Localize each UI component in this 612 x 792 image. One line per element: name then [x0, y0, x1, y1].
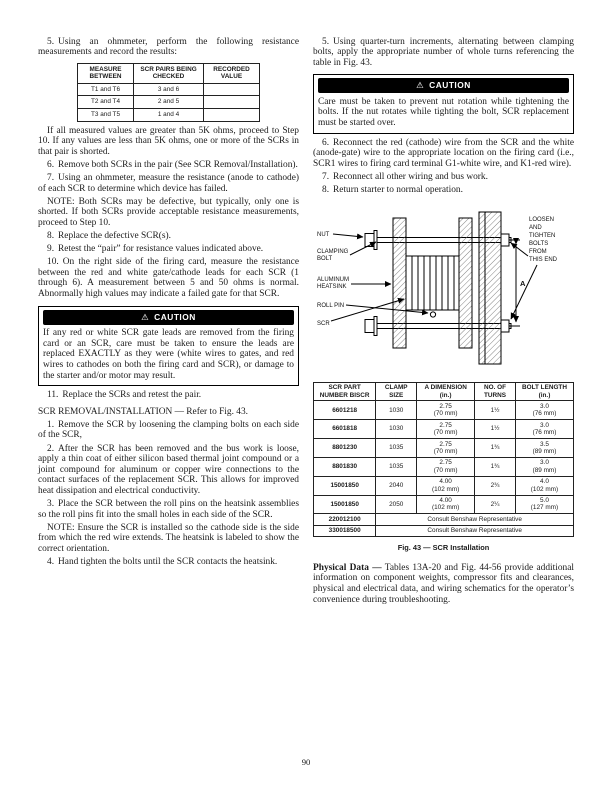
washer-top — [374, 230, 377, 249]
clamping-bolt-label-1: CLAMPING — [317, 248, 349, 255]
table-row — [78, 96, 260, 109]
table-row — [314, 495, 574, 514]
step-number: 6. — [322, 137, 330, 148]
part-number-cell: 15001850 — [314, 495, 376, 514]
table-row — [314, 514, 574, 525]
step-number: 8. — [47, 231, 55, 241]
column-header: NO. OF TURNS — [475, 382, 516, 401]
clamp-size-cell: 1030 — [376, 420, 417, 439]
heatsink-plate-right — [459, 218, 472, 348]
bolt-length-cell: 3.0 (76 mm) — [515, 420, 573, 439]
step-number: 7. — [47, 173, 55, 184]
step-number: 2. — [47, 443, 55, 454]
step-item-7 — [38, 173, 299, 194]
turns-cell: 1½ — [475, 420, 516, 439]
table-row — [314, 476, 574, 495]
step-text: Using quarter-turn increments, alternating between clamping bolts, apply the appropriate number of whole turns referencing the table in Fig. 43. — [313, 36, 574, 68]
table-cell — [204, 83, 260, 96]
aluminum-heatsink-label-2: HEATSINK — [317, 283, 347, 290]
turns-cell: 1¾ — [475, 439, 516, 458]
caution-box-gate-leads — [38, 306, 299, 387]
bolt-head-top — [501, 234, 509, 246]
step-text: Remove both SCRs in the pair (See SCR Removal/Installation). — [58, 159, 298, 170]
step-number: 5. — [47, 36, 55, 47]
washer-bottom — [374, 316, 377, 335]
consult-note-cell: Consult Benshaw Representative — [376, 514, 574, 525]
clamp-size-cell: 2040 — [376, 476, 417, 495]
scr-installation-table — [313, 382, 574, 538]
part-number-cell: 330018500 — [314, 525, 376, 536]
nut-top — [365, 233, 374, 246]
table-cell: 3 and 6 — [134, 83, 204, 96]
step-item-10 — [38, 257, 299, 299]
step-item-11 — [38, 390, 299, 401]
a-dimension-cell: 2.75 (70 mm) — [417, 457, 475, 476]
nut-bottom — [365, 319, 374, 332]
table-cell: 1 and 4 — [134, 109, 204, 122]
loosen-label-line6: THIS END — [529, 256, 558, 263]
part-number-cell: 6601818 — [314, 420, 376, 439]
a-dimension-cell: 2.75 (70 mm) — [417, 420, 475, 439]
a-dimension-cell: 2.75 (70 mm) — [417, 401, 475, 420]
step-number: 3. — [47, 498, 55, 509]
note-paragraph: NOTE: Both SCRs may be defective, but typically, only one is shorted. If both SCRs provide acceptable resistance measurements, proceed to Step 10. — [38, 196, 299, 228]
a-dimension-cell: 4.00 (102 mm) — [417, 476, 475, 495]
roll-pin-label: ROLL PIN — [317, 302, 345, 309]
step-item-9 — [38, 244, 299, 255]
step-number: 6. — [47, 159, 55, 170]
caution-box-nut-rotation — [313, 74, 574, 133]
table-header-row — [314, 382, 574, 401]
bolt-length-cell: 3.0 (89 mm) — [515, 457, 573, 476]
consult-note-cell: Consult Benshaw Representative — [376, 525, 574, 536]
table-cell: T3 and T5 — [78, 109, 134, 122]
clamp-size-cell: 1035 — [376, 457, 417, 476]
step-number: 11. — [47, 390, 59, 401]
clamp-size-cell: 1030 — [376, 401, 417, 420]
column-header: SCR PAIRS BEING CHECKED — [134, 63, 204, 83]
step-text: Remove the SCR by loosening the clamping bolts on each side of the SCR, — [38, 419, 299, 441]
step-number: 8. — [322, 185, 330, 196]
step-item-8 — [38, 231, 299, 242]
two-column-layout — [38, 34, 574, 605]
aluminum-heatsink-label-1: ALUMINUM — [317, 276, 350, 283]
loosen-label-line2: AND — [529, 224, 542, 231]
step-item-6 — [38, 160, 299, 171]
step-text: Using an ohmmeter, perform the following resistance measurements and record the results: — [38, 36, 299, 58]
column-header: SCR PART NUMBER BISCR — [314, 382, 376, 401]
install-step-2 — [38, 444, 299, 497]
scr-installation-diagram — [313, 204, 574, 376]
turns-cell: 2¼ — [475, 495, 516, 514]
bolt-length-cell: 4.0 (102 mm) — [515, 476, 573, 495]
caution-header — [43, 310, 294, 325]
paragraph: If all measured values are greater than 5K ohms, proceed to Step 10. If any values are less than 5K ohms, one or more of the SCRs in that pair is shorted. — [38, 125, 299, 157]
column-header: MEASURE BETWEEN — [78, 63, 134, 83]
install-step-4 — [38, 557, 299, 568]
left-column — [38, 34, 299, 605]
nut-label: NUT — [317, 231, 330, 238]
table-cell — [204, 96, 260, 109]
clamp-size-cell: 1035 — [376, 439, 417, 458]
physical-data-body: Tables 13A-20 and Fig. 44-56 provide additional information on component weights, compressor fits and clearances, physical and electrical data, and wiring schematics for the operator’s convenience during troubleshooting. — [313, 562, 574, 605]
table-row — [78, 83, 260, 96]
column-header: RECORDED VALUE — [204, 63, 260, 83]
table-header-row — [78, 63, 260, 83]
step-text: Reconnect all other wiring and bus work. — [333, 171, 488, 182]
right-column — [313, 34, 574, 605]
table-row — [314, 525, 574, 536]
a-dimension-cell: 2.75 (70 mm) — [417, 439, 475, 458]
step-number: 7. — [322, 171, 330, 182]
part-number-cell: 8801230 — [314, 439, 376, 458]
table-cell: T2 and T4 — [78, 96, 134, 109]
install-step-3 — [38, 499, 299, 520]
table-cell: T1 and T6 — [78, 83, 134, 96]
step-item-5r — [313, 37, 574, 69]
step-item-5 — [38, 37, 299, 58]
loosen-label-line3: TIGHTEN — [529, 232, 556, 239]
column-header: BOLT LENGTH (in.) — [515, 382, 573, 401]
bolt-length-cell: 5.0 (127 mm) — [515, 495, 573, 514]
caution-body: If any red or white SCR gate leads are removed from the firing card or an SCR, care must be taken to ensure the leads are replaced EXACTLY as they were (white wires to gates, and red wires to cathodes on both the firing card and SCR), or damage to the starter and/or motor may result. — [43, 328, 294, 381]
table-row — [314, 439, 574, 458]
step-text: Replace the defective SCR(s). — [58, 231, 172, 241]
caution-title: CAUTION — [429, 80, 471, 91]
bolt-head-bottom — [501, 320, 509, 332]
step-text: On the right side of the firing card, measure the resistance between the red and white gate/cathode leads for each SCR (1 through 6). A measurement between 5 and 50 ohms is normal. Abnormally high values may indicate a failed gate for that SCR. — [38, 257, 299, 299]
table-row — [314, 401, 574, 420]
column-header: CLAMP SIZE — [376, 382, 417, 401]
loosen-label-line4: BOLTS — [529, 240, 549, 247]
physical-data-lead: Physical Data — — [313, 562, 382, 573]
loosen-label-line5: FROM — [529, 248, 547, 255]
turns-cell: 1¾ — [475, 457, 516, 476]
figure-caption: Fig. 43 — SCR Installation — [397, 543, 490, 553]
step-number: 10. — [47, 257, 59, 268]
section-heading: SCR REMOVAL/INSTALLATION — Refer to Fig. 43. — [38, 406, 249, 417]
step-text: Place the SCR between the roll pins on the heatsink assemblies so the roll pins fit into the small holes in each side of the SCR. — [38, 498, 299, 520]
page-number: 90 — [301, 757, 311, 768]
bolt-length-cell: 3.0 (76 mm) — [515, 401, 573, 420]
loosen-label-line1: LOOSEN — [529, 216, 555, 223]
part-number-cell: 6601218 — [314, 401, 376, 420]
clamping-bolt-label-2: BOLT — [317, 255, 333, 262]
step-text: Retest the “pair” for resistance values indicated above. — [58, 244, 264, 255]
step-text: Reconnect the red (cathode) wire from the SCR and the white (anode-gate) wire to the appropriate location on the firing card (i.e., SCR1 wires to firing card terminal G1-white wire, and K1-red wire). — [313, 137, 574, 169]
a-dimension-cell: 4.00 (102 mm) — [417, 495, 475, 514]
note-paragraph: NOTE: Ensure the SCR is installed so the cathode side is the side from which the red wire extends. The heatsink is labeled to show the correct orientation. — [38, 522, 299, 554]
step-item-8r — [313, 185, 574, 196]
column-header: A DIMENSION (in.) — [417, 382, 475, 401]
caution-body: Care must be taken to prevent nut rotation while tightening the bolts. If the nut rotates while tighting the bolt, SCR replacement must be started over. — [318, 96, 569, 129]
dimension-a-label: A — [520, 278, 526, 288]
step-item-7r — [313, 172, 574, 183]
table-row — [314, 457, 574, 476]
table-row — [314, 420, 574, 439]
install-step-1 — [38, 420, 299, 441]
clamp-size-cell: 2050 — [376, 495, 417, 514]
part-number-cell: 8801830 — [314, 457, 376, 476]
caution-header — [318, 78, 569, 93]
step-text: Replace the SCRs and retest the pair. — [62, 390, 202, 401]
part-number-cell: 15001850 — [314, 476, 376, 495]
scr-stack — [406, 256, 459, 310]
caution-title: CAUTION — [154, 311, 196, 322]
channel-bracket — [479, 212, 501, 364]
resistance-measurement-table — [77, 63, 260, 122]
step-text: After the SCR has been removed and the bus work is loose, apply a thin coat of either silicon based thermal joint compound or a joint compound for aluminum or copper wire connections to the contact surfaces of the replacement SCR. This allows for improved heat dissipation and electrical conductivity. — [38, 443, 299, 496]
bolt-length-cell: 3.5 (89 mm) — [515, 439, 573, 458]
table-row — [78, 109, 260, 122]
step-text: Return starter to normal operation. — [333, 185, 463, 196]
step-number: 1. — [47, 419, 55, 430]
step-number: 4. — [47, 556, 55, 567]
step-item-6r — [313, 138, 574, 170]
table-cell: 2 and 5 — [134, 96, 204, 109]
turns-cell: 2¾ — [475, 476, 516, 495]
part-number-cell: 220012100 — [314, 514, 376, 525]
step-text: Hand tighten the bolts until the SCR contacts the heatsink. — [58, 556, 278, 567]
step-text: Using an ohmmeter, measure the resistance (anode to cathode) of each SCR to determine which device has failed. — [38, 173, 299, 194]
step-number: 9. — [47, 244, 55, 255]
step-number: 5. — [322, 36, 330, 47]
warning-triangle-icon: ⚠ — [141, 311, 150, 322]
warning-triangle-icon: ⚠ — [416, 80, 425, 91]
turns-cell: 1½ — [475, 401, 516, 420]
scr-label: SCR — [317, 320, 330, 327]
table-cell — [204, 109, 260, 122]
roll-pin-shape — [430, 312, 435, 317]
heatsink-plate-left — [393, 218, 406, 348]
physical-data-paragraph — [313, 563, 574, 605]
